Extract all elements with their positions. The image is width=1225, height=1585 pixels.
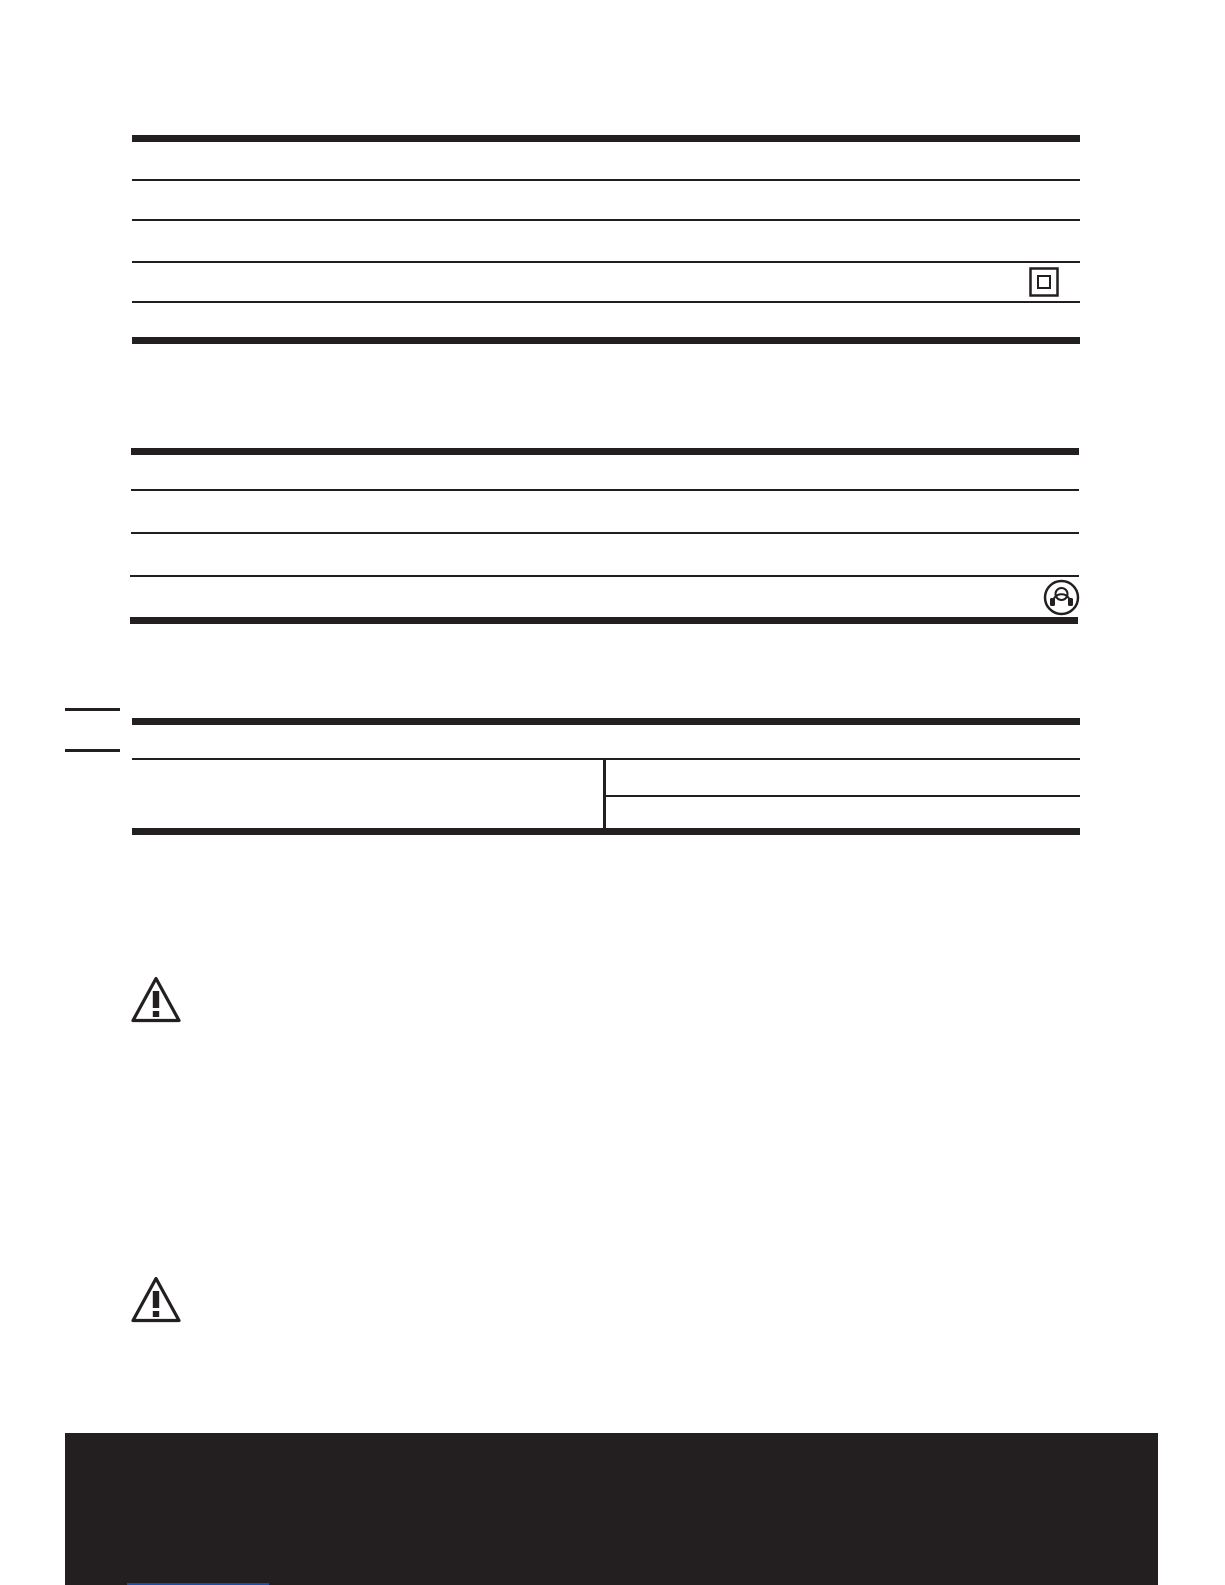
table-row-divider — [132, 758, 1080, 760]
table-row-divider — [132, 301, 1080, 303]
warning-triangle-icon — [130, 1275, 182, 1324]
table-top-rule — [132, 135, 1080, 142]
table-bottom-rule — [132, 337, 1080, 344]
table-bottom-rule — [130, 617, 1078, 624]
double-insulation-icon — [1029, 267, 1059, 297]
table-row-divider — [131, 532, 1079, 534]
margin-marker — [65, 749, 120, 752]
margin-marker — [65, 708, 120, 711]
footer-bar — [65, 1433, 1158, 1585]
table-row-divider — [131, 489, 1079, 491]
table-row-divider — [132, 179, 1080, 181]
table-row-divider — [130, 575, 1079, 577]
table-top-rule — [131, 448, 1079, 455]
ear-protection-icon — [1043, 579, 1080, 616]
table-bottom-rule — [132, 828, 1080, 835]
warning-triangle-icon — [130, 975, 182, 1024]
table-top-rule — [132, 718, 1080, 725]
table-row-divider — [132, 261, 1080, 263]
table-row-divider — [605, 795, 1080, 797]
table-row-divider — [132, 219, 1080, 221]
